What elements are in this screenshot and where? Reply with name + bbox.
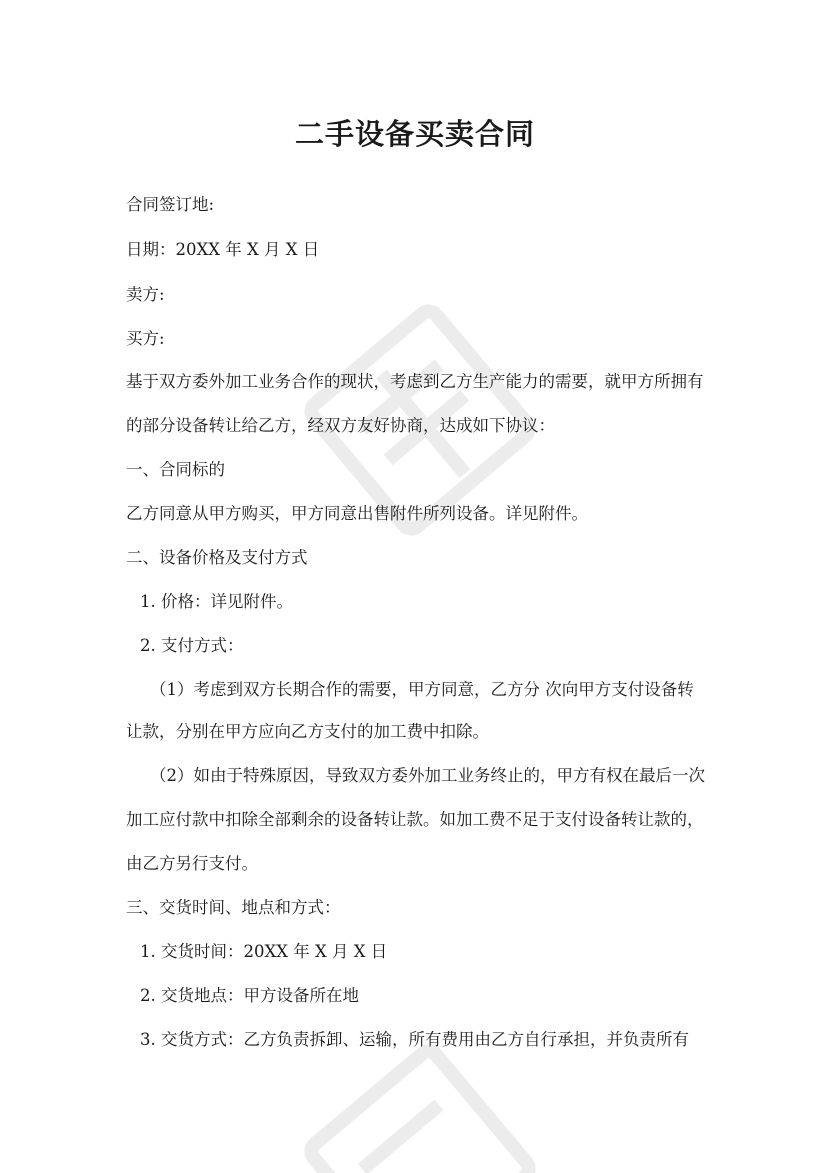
payment-clause-1-line-1: （1）考虑到双方长期合作的需要，甲方同意，乙方分 次向甲方支付设备转 (150, 680, 694, 699)
payment-clause-1-line-2: 让款，分别在甲方应向乙方支付的加工费中扣除。 (126, 722, 489, 741)
payment-item: 2. 支付方式： (140, 636, 244, 655)
preamble-line-2: 的部分设备转让给乙方，经双方友好协商，达成如下协议： (126, 416, 555, 435)
payment-clause-2-line-1: （2）如由于特殊原因，导致双方委外加工业务终止的，甲方有权在最后一次 (150, 766, 705, 785)
delivery-time-item: 1. 交货时间：20XX 年 X 月 X 日 (140, 942, 388, 961)
price-item: 1. 价格：详见附件。 (140, 592, 293, 611)
delivery-method-item: 3. 交货方式：乙方负责拆卸、运输，所有费用由乙方自行承担，并负责所有 (140, 1030, 689, 1049)
preamble-line-1: 基于双方委外加工业务合作的现状，考虑到乙方生产能力的需要，就甲方所拥有 (126, 372, 704, 391)
section-2-heading: 二、设备价格及支付方式 (126, 548, 308, 567)
payment-clause-2-line-2: 加工应付款中扣除全部剩余的设备转让款。如加工费不足于支付设备转让款的， (126, 810, 704, 829)
watermark-icon-bottom (300, 1040, 540, 1173)
section-1-text: 乙方同意从甲方购买，甲方同意出售附件所列设备。详见附件。 (126, 504, 588, 523)
buyer-line: 买方: (126, 329, 165, 348)
delivery-place-item: 2. 交货地点：甲方设备所在地 (140, 986, 359, 1005)
document-title: 二手设备买卖合同 (294, 117, 535, 151)
signing-place-line: 合同签订地: (126, 195, 215, 214)
section-1-heading: 一、合同标的 (126, 460, 225, 479)
seller-line: 卖方: (126, 285, 165, 304)
payment-clause-2-line-3: 由乙方另行支付。 (126, 854, 258, 873)
section-3-heading: 三、交货时间、地点和方式： (126, 898, 341, 917)
date-line: 日期：20XX 年 X 月 X 日 (126, 240, 320, 259)
